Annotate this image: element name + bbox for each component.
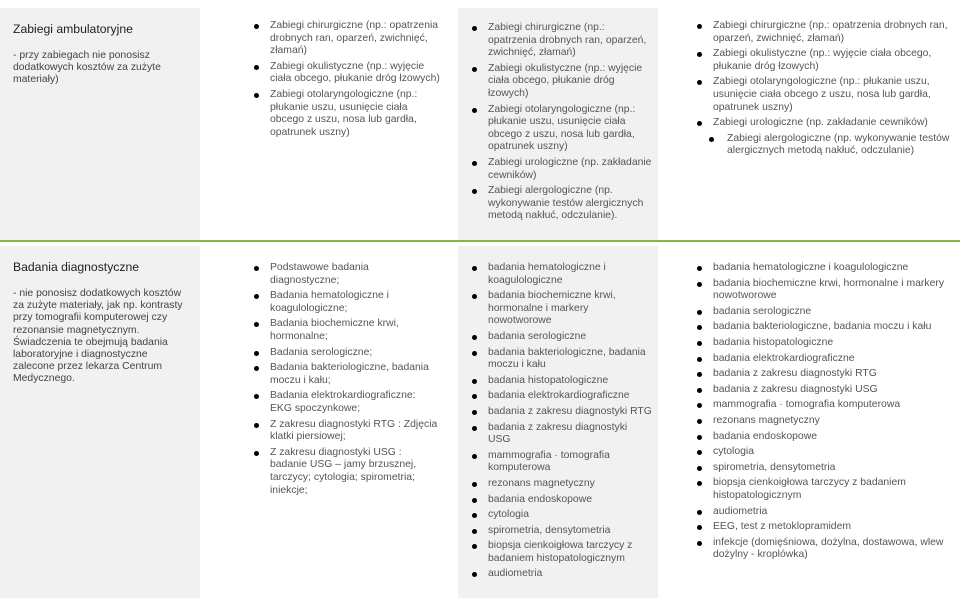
- list-item: Zabiegi chirurgiczne (np.: opatrzenia drobnych ran, oparzeń, zwichnięć, złamań): [472, 22, 652, 60]
- row2-title: Badania diagnostyczne: [13, 260, 140, 274]
- row2-col2: [458, 246, 658, 598]
- list-item: Zabiegi chirurgiczne (np.: opatrzenia drobnych ran, oparzeń, zwichnięć, złamań): [697, 20, 950, 45]
- list-item: audiometria: [472, 568, 652, 581]
- row1-col3-list: [697, 20, 950, 158]
- list-item: badania biochemiczne krwi, hormonalne i markery nowotworowe: [472, 290, 652, 328]
- list-item: Badania elektrokardiograficzne: EKG spoczynkowe;: [254, 390, 440, 415]
- list-item: Zabiegi chirurgiczne (np.: opatrzenia drobnych ran, oparzeń, zwichnięć, złamań): [254, 20, 440, 58]
- list-item: badania endoskopowe: [697, 431, 950, 444]
- row2-col1-list: [254, 262, 440, 497]
- list-item: EEG, test z metoklopramidem: [697, 521, 950, 534]
- row1-col3: [688, 20, 950, 235]
- row2-col1: [244, 262, 440, 597]
- list-item: badania hematologiczne i koagulologiczne: [697, 262, 950, 275]
- row1-description: - przy zabiegach nie ponosisz dodatkowych kosztów za zużyte materiały): [13, 50, 161, 86]
- list-item: mammografia · tomografia komputerowa: [472, 450, 652, 475]
- list-item: Zabiegi urologiczne (np. zakładanie cewników): [697, 117, 950, 130]
- list-item: Badania serologiczne;: [254, 347, 440, 360]
- row2-col2-list: [472, 262, 652, 581]
- list-item: badania bakteriologiczne, badania moczu i kału: [697, 321, 950, 334]
- list-item: infekcje (domięśniowa, dożylna, dostawowa, wlew dożylny - kroplówka): [697, 537, 950, 562]
- list-item: badania z zakresu diagnostyki RTG: [697, 368, 950, 381]
- list-item: Zabiegi alergologiczne (np. wykonywanie testów alergicznych metodą nakłuć, odczulanie): [697, 133, 950, 158]
- list-item: Badania bakteriologiczne, badania moczu i kału;: [254, 362, 440, 387]
- row1-col2: [458, 8, 658, 240]
- row2-col3: [688, 262, 950, 597]
- list-item: spirometria, densytometria: [472, 525, 652, 538]
- list-item: spirometria, densytometria: [697, 462, 950, 475]
- list-item: badania histopatologiczne: [472, 375, 652, 388]
- list-item: rezonans magnetyczny: [697, 415, 950, 428]
- list-item: Zabiegi urologiczne (np. zakładanie cewników): [472, 157, 652, 182]
- section-divider: [0, 240, 960, 242]
- list-item: badania serologiczne: [472, 331, 652, 344]
- list-item: Zabiegi okulistyczne (np.: wyjęcie ciała obcego, płukanie dróg łzowych): [472, 63, 652, 101]
- list-item: badania elektrokardiograficzne: [472, 390, 652, 403]
- row1-label-cell: [0, 8, 200, 240]
- list-item: Zabiegi alergologiczne (np. wykonywanie testów alergicznych metodą nakłuć, odczulanie).: [472, 185, 652, 223]
- row1-title: Zabiegi ambulatoryjne: [13, 22, 133, 36]
- list-item: Zabiegi okulistyczne (np.: wyjęcie ciała obcego, płukanie dróg łzowych): [254, 61, 440, 86]
- list-item: Zabiegi otolaryngologiczne (np.: płukanie uszu, usunięcie ciała obcego z uszu, nosa lub gardła, opatrunek uszny): [472, 104, 652, 154]
- list-item: mammografia · tomografia komputerowa: [697, 399, 950, 412]
- list-item: biopsja cienkoigłowa tarczycy z badaniem histopatologicznym: [697, 477, 950, 502]
- list-item: Zabiegi otolaryngologiczne (np.: płukanie uszu, usunięcie ciała obcego z uszu, nosa lub gardła, opatrunek uszny): [254, 89, 440, 139]
- list-item: badania z zakresu diagnostyki USG: [697, 384, 950, 397]
- list-item: badania histopatologiczne: [697, 337, 950, 350]
- list-item: Zabiegi otolaryngologiczne (np.: płukanie uszu, usunięcie ciała obcego z uszu, nosa lub gardła, opatrunek uszny): [697, 76, 950, 114]
- list-item: cytologia: [697, 446, 950, 459]
- list-item: rezonans magnetyczny: [472, 478, 652, 491]
- list-item: Z zakresu diagnostyki USG : badanie USG – jamy brzusznej, tarczycy; cytologia; spirometria; iniekcje;: [254, 447, 440, 497]
- list-item: badania elektrokardiograficzne: [697, 353, 950, 366]
- list-item: Podstawowe badania diagnostyczne;: [254, 262, 440, 287]
- list-item: Badania biochemiczne krwi, hormonalne;: [254, 318, 440, 343]
- row1-col1: [244, 20, 440, 235]
- list-item: badania serologiczne: [697, 306, 950, 319]
- list-item: Badania hematologiczne i koagulologiczne;: [254, 290, 440, 315]
- list-item: Z zakresu diagnostyki RTG : Zdjęcia klatki piersiowej;: [254, 419, 440, 444]
- list-item: biopsja cienkoigłowa tarczycy z badaniem histopatologicznym: [472, 540, 652, 565]
- list-item: badania bakteriologiczne, badania moczu i kału: [472, 347, 652, 372]
- list-item: Zabiegi okulistyczne (np.: wyjęcie ciała obcego, płukanie dróg łzowych): [697, 48, 950, 73]
- row1-col1-list: [254, 20, 440, 139]
- row2-label-cell: [0, 246, 200, 598]
- list-item: audiometria: [697, 506, 950, 519]
- list-item: badania endoskopowe: [472, 494, 652, 507]
- list-item: badania z zakresu diagnostyki RTG: [472, 406, 652, 419]
- list-item: badania biochemiczne krwi, hormonalne i markery nowotworowe: [697, 278, 950, 303]
- list-item: badania z zakresu diagnostyki USG: [472, 422, 652, 447]
- row2-description: - nie ponosisz dodatkowych kosztów za zużyte materiały, jak np. kontrasty przy tomografii komputerowej czy rezonansie magnetycznym. Świadczenia te obejmują badania laboratoryjne i diagnostyczne zalecone przez lekarza Centrum Medycznego.: [13, 288, 183, 385]
- row1-col2-list: [472, 22, 652, 223]
- list-item: cytologia: [472, 509, 652, 522]
- row2-col3-list: [697, 262, 950, 562]
- list-item: badania hematologiczne i koagulologiczne: [472, 262, 652, 287]
